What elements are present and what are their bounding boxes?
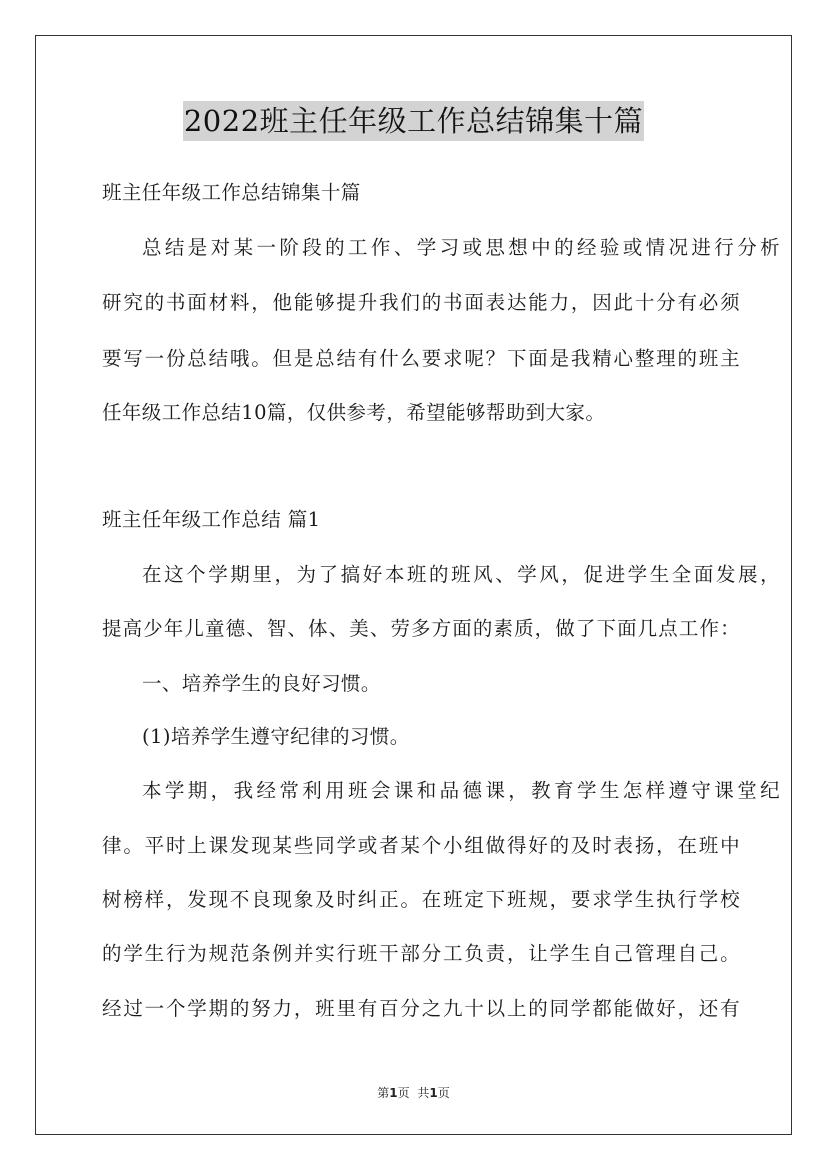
total-pages: 1 bbox=[429, 1086, 438, 1100]
page-prefix: 第 bbox=[377, 1086, 390, 1100]
section-heading: 班主任年级工作总结 篇1 bbox=[102, 508, 321, 531]
section-line-9: 经过一个学期的努力，班里有百分之九十以上的同学都能做好，还有 bbox=[102, 997, 740, 1020]
intro-line-3: 要写一份总结哦。但是总结有什么要求呢？下面是我精心整理的班主 bbox=[102, 347, 740, 370]
section-line-7: 树榜样，发现不良现象及时纠正。在班定下班规，要求学生执行学校 bbox=[102, 888, 740, 911]
page-footer bbox=[0, 1084, 827, 1101]
section-line-8: 的学生行为规范条例并实行班干部分工负责，让学生自己管理自己。 bbox=[102, 942, 740, 965]
section-line-1: 在这个学期里，为了搞好本班的班风、学风，促进学生全面发展， bbox=[142, 563, 780, 586]
page-number: 1 bbox=[389, 1086, 398, 1100]
title-container bbox=[0, 101, 827, 141]
total-prefix: 共 bbox=[417, 1086, 430, 1100]
section-line-6: 律。平时上课发现某些同学或者某个小组做得好的及时表扬，在班中 bbox=[102, 834, 740, 857]
intro-line-4: 任年级工作总结10篇，仅供参考，希望能够帮助到大家。 bbox=[102, 401, 606, 424]
document-subtitle: 班主任年级工作总结锦集十篇 bbox=[102, 181, 361, 204]
section-line-5: 本学期，我经常利用班会课和品德课，教育学生怎样遵守课堂纪 bbox=[142, 779, 780, 802]
total-suffix: 页 bbox=[437, 1086, 450, 1100]
page-suffix: 页 bbox=[397, 1086, 410, 1100]
section-line-3: 一、培养学生的良好习惯。 bbox=[142, 672, 381, 695]
section-line-4: (1)培养学生遵守纪律的习惯。 bbox=[142, 725, 410, 748]
intro-line-2: 研究的书面材料，他能够提升我们的书面表达能力，因此十分有必须 bbox=[102, 291, 740, 314]
intro-line-1: 总结是对某一阶段的工作、学习或思想中的经验或情况进行分析 bbox=[142, 236, 780, 259]
document-title: 2022班主任年级工作总结锦集十篇 bbox=[183, 101, 644, 141]
section-line-2: 提高少年儿童德、智、体、美、劳多方面的素质，做了下面几点工作： bbox=[102, 617, 740, 640]
